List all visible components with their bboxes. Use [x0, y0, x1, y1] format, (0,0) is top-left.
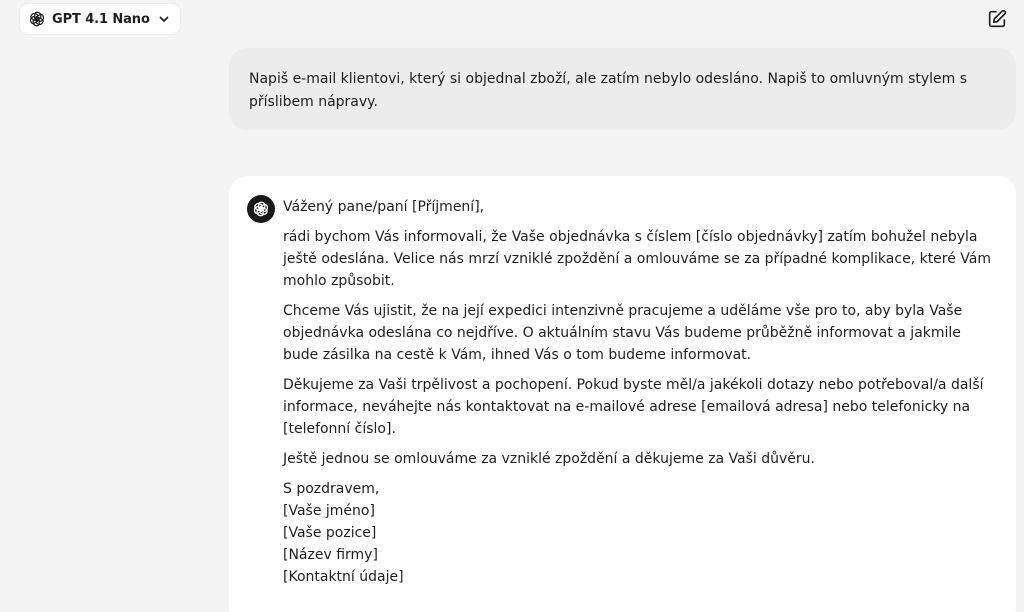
model-name: GPT 4.1 Nano: [52, 11, 150, 27]
signature-closing: S pozdravem,: [283, 481, 380, 497]
new-chat-button[interactable]: [986, 8, 1008, 30]
model-selector[interactable]: [20, 4, 180, 34]
signature-name: [Vaše jméno]: [283, 503, 375, 519]
assistant-message-content: [283, 196, 995, 596]
email-signature: [283, 478, 995, 588]
user-message: [229, 48, 1016, 130]
email-paragraph: rádi bychom Vás informovali, že Vaše objednávka s číslem [číslo objednávky] zatím bohužel nebyla ještě odeslána. Velice nás mrzí vzniklé zpoždění a omlouváme se za případné komplikace, které Vám mohlo způsobit.: [283, 229, 992, 289]
assistant-avatar: [247, 195, 275, 223]
user-message-text: Napiš e-mail klientovi, který si objednal zboží, ale zatím nebylo odesláno. Napiš to omluvným stylem s příslibem nápravy.: [249, 71, 968, 110]
signature-company: [Název firmy]: [283, 547, 378, 563]
email-paragraph: Ještě jednou se omlouváme za vzniklé zpoždění a děkujeme za Vaši důvěru.: [283, 451, 815, 467]
email-paragraph: Děkujeme za Vaši trpělivost a pochopení. Pokud byste měl/a jakékoli dotazy nebo potřeboval/a další informace, neváhejte nás kontaktovat na e-mailové adrese [emailová adresa] nebo telefonicky na [telefonní číslo].: [283, 377, 984, 437]
openai-logo-icon: [252, 200, 270, 218]
chevron-down-icon: [158, 13, 170, 25]
edit-icon: [986, 8, 1008, 30]
signature-contact: [Kontaktní údaje]: [283, 569, 404, 585]
email-greeting: Vážený pane/paní [Příjmení],: [283, 199, 485, 215]
email-paragraph: Chceme Vás ujistit, že na její expedici intenzivně pracujeme a uděláme vše pro to, aby byla Vaše objednávka odeslána co nejdříve. O aktuálním stavu Vás budeme průběžně informovat a jakmile bude zásilka na cestě k Vám, ihned Vás o tom budeme informovat.: [283, 303, 963, 363]
signature-position: [Vaše pozice]: [283, 525, 377, 541]
assistant-message: [229, 176, 1016, 612]
openai-logo-icon: [28, 10, 46, 28]
